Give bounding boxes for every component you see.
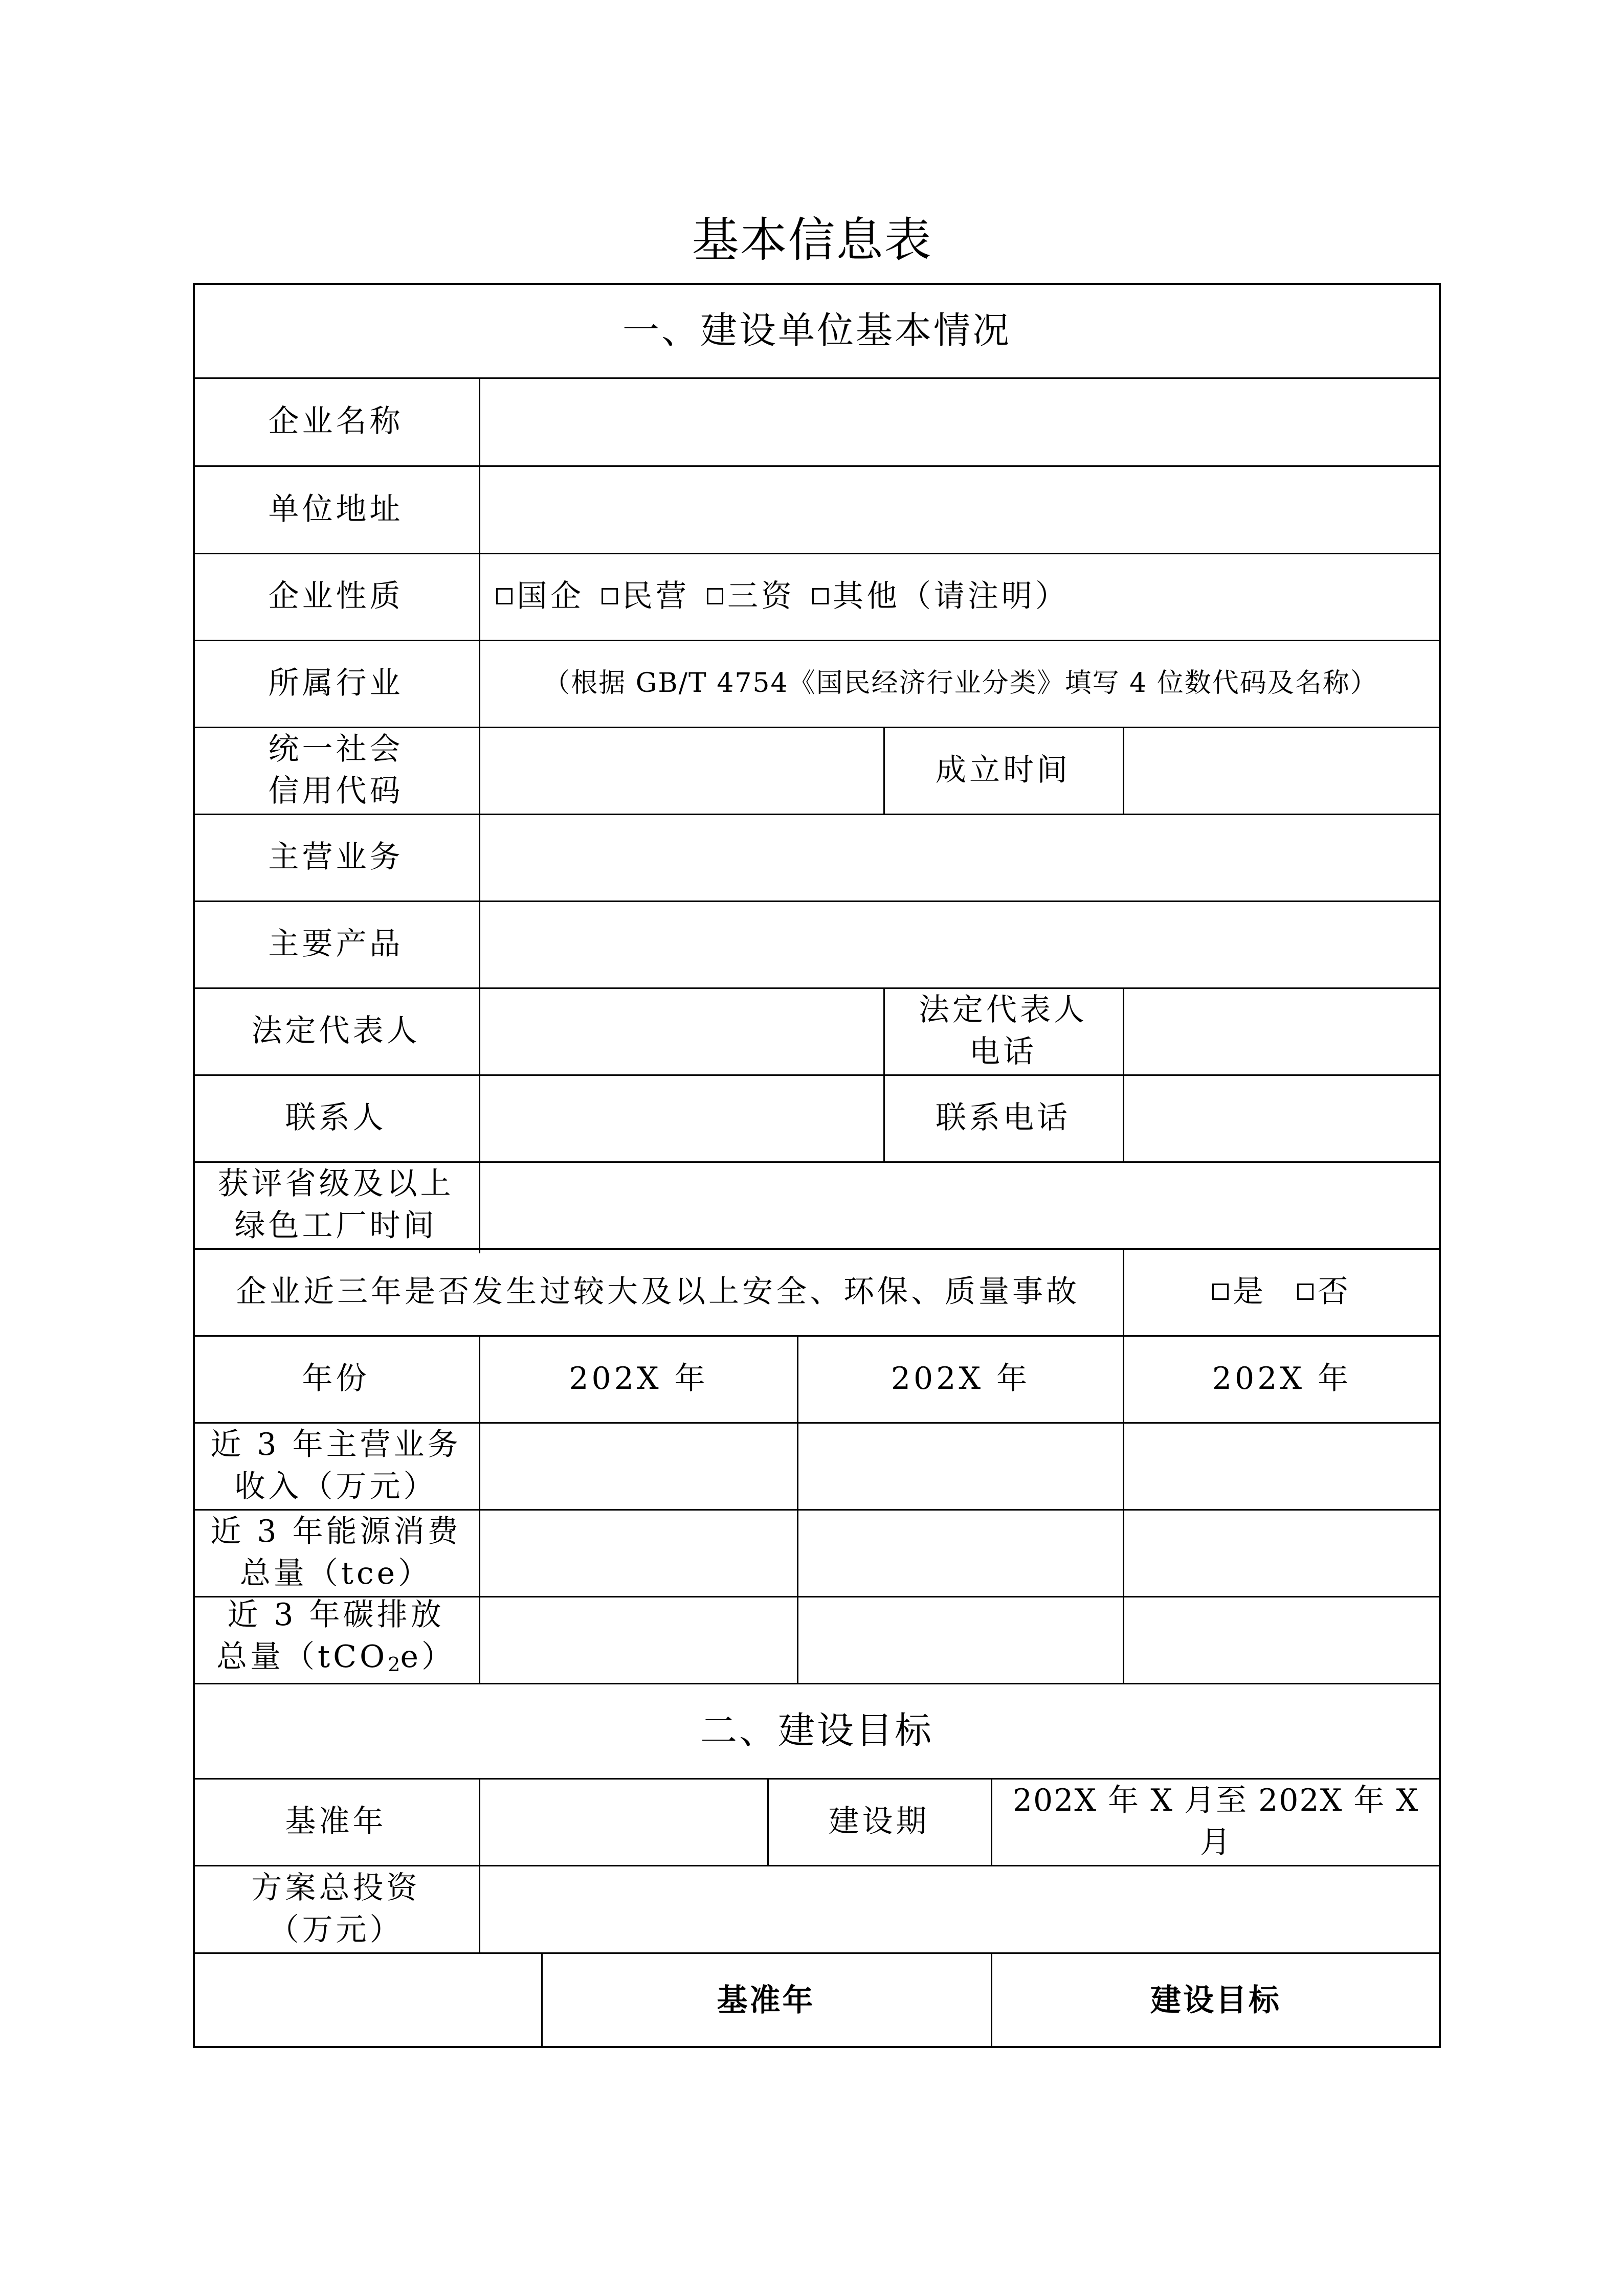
col-header-target: 建设目标 bbox=[1150, 1982, 1281, 2018]
legal-rep-field[interactable] bbox=[480, 989, 883, 1073]
accident-option-no[interactable]: 否 bbox=[1297, 1271, 1351, 1313]
contact-field[interactable] bbox=[480, 1076, 883, 1160]
energy-year2-field[interactable] bbox=[798, 1511, 1123, 1594]
col-header-base-year: 基准年 bbox=[717, 1982, 815, 2018]
checkbox-icon[interactable] bbox=[496, 588, 513, 604]
nature-option-foreign-invested[interactable]: 三资 bbox=[707, 575, 795, 617]
indicator-header-blank bbox=[193, 1952, 541, 2048]
nature-option-state-owned[interactable]: 国企 bbox=[496, 575, 584, 617]
page-title: 基本信息表 bbox=[692, 213, 932, 267]
revenue-label: 近 3 年主营业务 收入（万元） bbox=[210, 1427, 461, 1504]
year-label: 年份 bbox=[302, 1361, 370, 1397]
revenue-year2-field[interactable] bbox=[798, 1424, 1123, 1507]
checkbox-icon[interactable] bbox=[1297, 1284, 1314, 1300]
enterprise-nature-options bbox=[496, 553, 1437, 640]
section-heading-construction-goals: 二、建设目标 bbox=[700, 1709, 933, 1752]
address-label: 单位地址 bbox=[268, 491, 404, 527]
enterprise-nature-label: 企业性质 bbox=[268, 578, 404, 614]
nature-option-other[interactable]: 其他（请注明） bbox=[812, 575, 1069, 617]
checkbox-icon[interactable] bbox=[707, 588, 723, 604]
company-name-field[interactable] bbox=[480, 379, 1439, 464]
legal-rep-phone-label: 法定代表人 电话 bbox=[919, 992, 1087, 1070]
energy-label: 近 3 年能源消费 总量（tce） bbox=[210, 1514, 461, 1591]
base-year-label: 基准年 bbox=[285, 1804, 387, 1839]
legal-rep-phone-field[interactable] bbox=[1124, 989, 1439, 1073]
established-field[interactable] bbox=[1124, 728, 1439, 812]
legal-rep-label: 法定代表人 bbox=[251, 1013, 420, 1049]
investment-label: 方案总投资 （万元） bbox=[251, 1870, 420, 1948]
construction-period-label: 建设期 bbox=[828, 1804, 930, 1839]
construction-period-value[interactable]: 202X 年 X 月至 202X 年 X 月 bbox=[1012, 1783, 1419, 1860]
address-field[interactable] bbox=[480, 467, 1439, 551]
industry-label: 所属行业 bbox=[268, 665, 404, 701]
carbon-label: 近 3 年碳排放 总量（tCO$_2$e） bbox=[216, 1596, 455, 1676]
green-factory-field[interactable] bbox=[480, 1163, 1439, 1247]
established-label: 成立时间 bbox=[936, 752, 1071, 788]
revenue-year3-field[interactable] bbox=[1124, 1424, 1439, 1507]
section-heading-basic-info: 一、建设单位基本情况 bbox=[622, 308, 1011, 352]
carbon-year1-field[interactable] bbox=[480, 1597, 797, 1681]
credit-code-label: 统一社会 信用代码 bbox=[268, 731, 404, 809]
year-header-2: 202X 年 bbox=[891, 1361, 1031, 1397]
energy-year1-field[interactable] bbox=[480, 1511, 797, 1594]
revenue-year1-field[interactable] bbox=[480, 1424, 797, 1507]
checkbox-icon[interactable] bbox=[602, 588, 618, 604]
main-products-field[interactable] bbox=[480, 902, 1439, 986]
base-year-field[interactable] bbox=[480, 1780, 767, 1863]
carbon-year3-field[interactable] bbox=[1124, 1597, 1439, 1681]
checkbox-icon[interactable] bbox=[812, 588, 829, 604]
main-business-field[interactable] bbox=[480, 815, 1439, 899]
main-products-label: 主要产品 bbox=[268, 926, 404, 962]
contact-phone-field[interactable] bbox=[1124, 1076, 1439, 1160]
checkbox-icon[interactable] bbox=[1212, 1284, 1229, 1300]
main-business-label: 主营业务 bbox=[268, 839, 404, 875]
contact-label: 联系人 bbox=[285, 1100, 387, 1136]
investment-field[interactable] bbox=[480, 1866, 1439, 1951]
industry-hint[interactable]: （根据 GB/T 4754《国民经济行业分类》填写 4 位数代码及名称） bbox=[543, 668, 1378, 699]
company-name-label: 企业名称 bbox=[268, 403, 404, 439]
year-header-3: 202X 年 bbox=[1212, 1361, 1352, 1397]
credit-code-field[interactable] bbox=[480, 728, 883, 812]
carbon-year2-field[interactable] bbox=[798, 1597, 1123, 1681]
accident-option-yes[interactable]: 是 bbox=[1212, 1271, 1266, 1313]
green-factory-label: 获评省级及以上 绿色工厂时间 bbox=[217, 1166, 454, 1244]
energy-year3-field[interactable] bbox=[1124, 1511, 1439, 1594]
accident-question: 企业近三年是否发生过较大及以上安全、环保、质量事故 bbox=[236, 1274, 1080, 1310]
nature-option-private[interactable]: 民营 bbox=[602, 575, 689, 617]
year-header-1: 202X 年 bbox=[569, 1361, 708, 1397]
accident-answer-options bbox=[1124, 1248, 1439, 1335]
contact-phone-label: 联系电话 bbox=[936, 1100, 1071, 1136]
